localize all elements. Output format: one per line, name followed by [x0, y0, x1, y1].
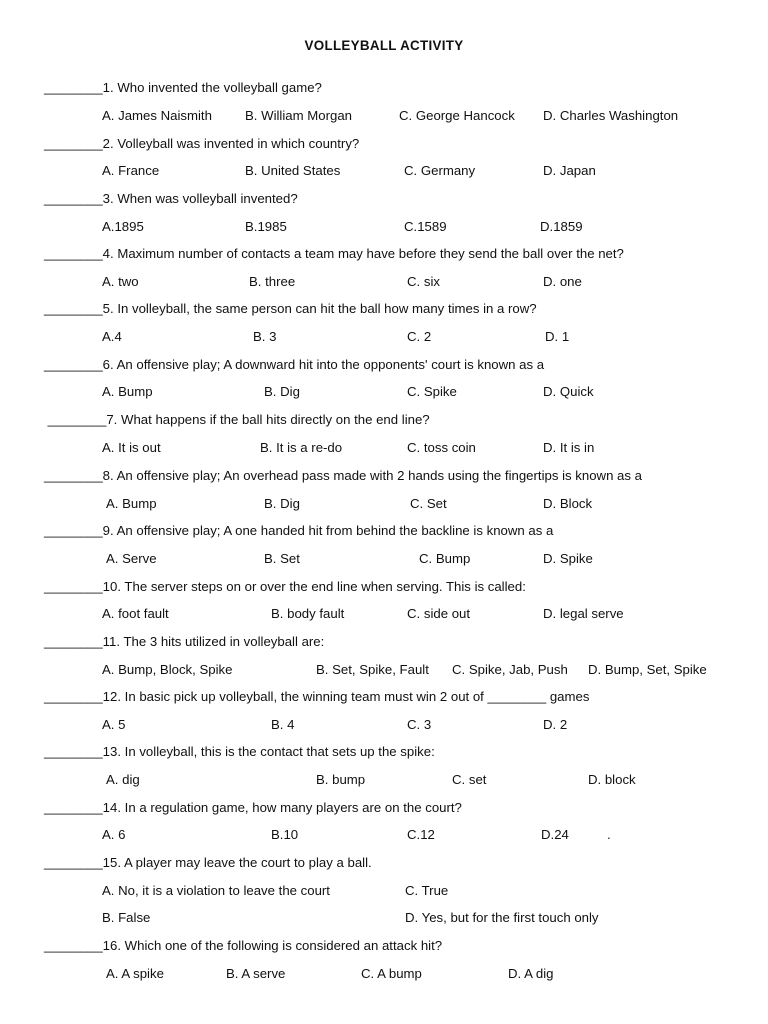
q5-option-d: D. 1: [545, 329, 570, 344]
question-10: ________10. The server steps on or over the end line when serving. This is called:: [44, 579, 526, 594]
q6-option-a: A. Bump: [102, 384, 153, 399]
q2-option-d: D. Japan: [543, 163, 596, 178]
q16-option-a: A. A spike: [106, 966, 164, 981]
q4-option-c: C. six: [407, 274, 440, 289]
q9-option-a: A. Serve: [106, 551, 157, 566]
q15-option-d: D. Yes, but for the first touch only: [405, 910, 599, 925]
question-14: ________14. In a regulation game, how many players are on the court?: [44, 800, 462, 815]
question-1: ________1. Who invented the volleyball game?: [44, 80, 322, 95]
q6-option-d: D. Quick: [543, 384, 594, 399]
page-title: VOLLEYBALL ACTIVITY: [304, 38, 464, 53]
q12-option-c: C. 3: [407, 717, 432, 732]
q2-option-c: C. Germany: [404, 163, 476, 178]
q16-option-c: C. A bump: [361, 966, 422, 981]
q10-option-c: C. side out: [407, 606, 471, 621]
q12-option-b: B. 4: [271, 717, 295, 732]
q7-option-a: A. It is out: [102, 440, 161, 455]
question-4: ________4. Maximum number of contacts a team may have before they send the ball over the net?: [44, 246, 624, 261]
q6-option-c: C. Spike: [407, 384, 457, 399]
q14-trailing-dot: .: [607, 827, 611, 842]
question-7: ________7. What happens if the ball hits directly on the end line?: [44, 412, 430, 427]
q1-option-a: A. James Naismith: [102, 108, 212, 123]
q16-option-b: B. A serve: [226, 966, 286, 981]
q11-option-a: A. Bump, Block, Spike: [102, 662, 233, 677]
q8-option-b: B. Dig: [264, 496, 300, 511]
question-9: ________9. An offensive play; A one handed hit from behind the backline is known as a: [44, 523, 554, 538]
q4-option-d: D. one: [543, 274, 582, 289]
q1-option-d: D. Charles Washington: [543, 108, 679, 123]
q10-option-a: A. foot fault: [102, 606, 169, 621]
q10-option-d: D. legal serve: [543, 606, 624, 621]
question-15: ________15. A player may leave the court to play a ball.: [44, 855, 372, 870]
q2-option-a: A. France: [102, 163, 160, 178]
question-8: ________8. An offensive play; An overhead pass made with 2 hands using the fingertips is known as a: [44, 468, 642, 483]
q14-option-b: B.10: [271, 827, 299, 842]
q13-option-a: A. dig: [106, 772, 140, 787]
question-2: ________2. Volleyball was invented in which country?: [44, 136, 360, 151]
question-16: ________16. Which one of the following is considered an attack hit?: [44, 938, 443, 953]
q5-option-b: B. 3: [253, 329, 277, 344]
q3-option-a: A.1895: [102, 219, 144, 234]
q10-option-b: B. body fault: [271, 606, 345, 621]
question-6: ________6. An offensive play; A downward hit into the opponents' court is known as a: [44, 357, 545, 372]
q11-option-d: D. Bump, Set, Spike: [588, 662, 707, 677]
q2-option-b: B. United States: [245, 163, 341, 178]
q16-option-d: D. A dig: [508, 966, 554, 981]
q9-option-d: D. Spike: [543, 551, 593, 566]
q4-option-a: A. two: [102, 274, 139, 289]
question-3: ________3. When was volleyball invented?: [44, 191, 298, 206]
q6-option-b: B. Dig: [264, 384, 300, 399]
q7-option-c: C. toss coin: [407, 440, 476, 455]
question-13: ________13. In volleyball, this is the contact that sets up the spike:: [44, 744, 435, 759]
q13-option-c: C. set: [452, 772, 487, 787]
q8-option-d: D. Block: [543, 496, 593, 511]
q5-option-c: C. 2: [407, 329, 432, 344]
q14-option-c: C.12: [407, 827, 435, 842]
q11-option-c: C. Spike, Jab, Push: [452, 662, 568, 677]
q12-option-a: A. 5: [102, 717, 126, 732]
q13-option-b: B. bump: [316, 772, 366, 787]
q14-option-d: D.24: [541, 827, 569, 842]
q3-option-c: C.1589: [404, 219, 447, 234]
q9-option-c: C. Bump: [419, 551, 471, 566]
q3-option-b: B.1985: [245, 219, 287, 234]
question-11: ________11. The 3 hits utilized in volleyball are:: [44, 634, 325, 649]
q8-option-a: A. Bump: [106, 496, 157, 511]
q11-option-b: B. Set, Spike, Fault: [316, 662, 429, 677]
q8-option-c: C. Set: [410, 496, 447, 511]
q7-option-d: D. It is in: [543, 440, 595, 455]
q13-option-d: D. block: [588, 772, 636, 787]
q15-option-a: A. No, it is a violation to leave the court: [102, 883, 330, 898]
q15-option-b: B. False: [102, 910, 151, 925]
question-12: ________12. In basic pick up volleyball, the winning team must win 2 out of ________ games: [44, 689, 590, 704]
q9-option-b: B. Set: [264, 551, 300, 566]
q5-option-a: A.4: [102, 329, 122, 344]
q3-option-d: D.1859: [540, 219, 583, 234]
question-5: ________5. In volleyball, the same person can hit the ball how many times in a row?: [44, 301, 537, 316]
q1-option-c: C. George Hancock: [399, 108, 515, 123]
q14-option-a: A. 6: [102, 827, 126, 842]
q12-option-d: D. 2: [543, 717, 568, 732]
q7-option-b: B. It is a re-do: [260, 440, 343, 455]
q15-option-c: C. True: [405, 883, 449, 898]
q1-option-b: B. William Morgan: [245, 108, 352, 123]
q4-option-b: B. three: [249, 274, 296, 289]
